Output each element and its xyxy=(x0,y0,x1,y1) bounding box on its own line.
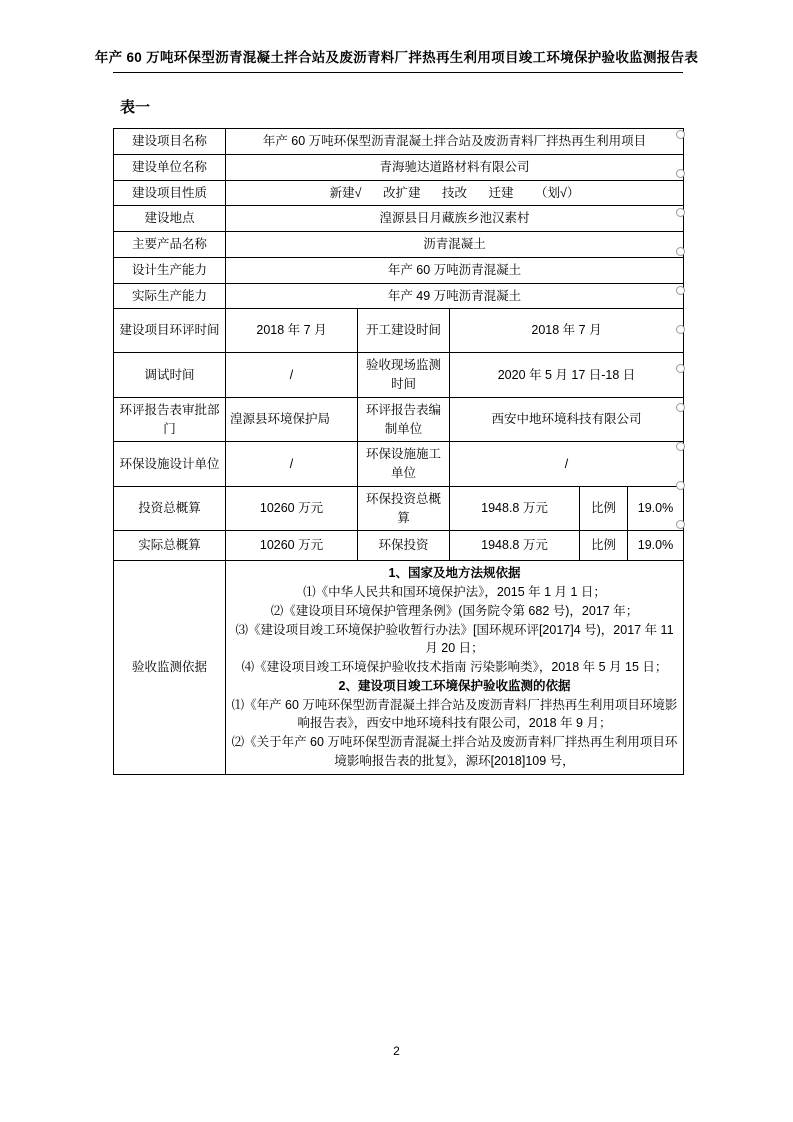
nature-option-move: 迁建 xyxy=(488,185,514,200)
unit-name-label: 建设单位名称 xyxy=(114,154,226,180)
nature-option-new: 新建√ xyxy=(329,185,362,200)
binder-hole xyxy=(676,169,685,178)
monitor-time-label: 验收现场监测时间 xyxy=(358,353,450,398)
table-row xyxy=(114,442,684,487)
basis-item: ⑴《年产 60 万吨环保型沥青混凝土拌合站及废沥青料厂拌热再生利用项目环境影响报告表》，西安中地环境科技有限公司，2018 年 9 月； xyxy=(231,697,678,731)
binder-hole xyxy=(676,481,685,490)
binder-hole xyxy=(676,130,685,139)
table-row-basis xyxy=(114,561,684,774)
compile-unit-label: 环评报告表编制单位 xyxy=(358,397,450,442)
invest-total-label: 投资总概算 xyxy=(114,486,226,531)
binder-hole xyxy=(676,364,685,373)
basis-item: ⑴《中华人民共和国环境保护法》，2015 年 1 月 1 日； xyxy=(303,585,606,599)
actual-total-value: 10260 万元 xyxy=(226,531,358,561)
monitor-time-value: 2020 年 5 月 17 日-18 日 xyxy=(450,353,684,398)
table-row xyxy=(114,154,684,180)
basis-section1-title: 1、国家及地方法规依据 xyxy=(388,566,521,581)
binder-hole xyxy=(676,520,685,529)
compile-unit-value: 西安中地环境科技有限公司 xyxy=(450,397,684,442)
table-row xyxy=(114,283,684,309)
basis-item: ⑷《建设项目竣工环境保护验收技术指南 污染影响类》，2018 年 5 月 15 日； xyxy=(241,660,668,674)
design-capacity-value: 年产 60 万吨沥青混凝土 xyxy=(226,257,684,283)
basis-content xyxy=(226,561,684,774)
design-unit-value: / xyxy=(226,442,358,487)
project-name-value: 年产 60 万吨环保型沥青混凝土拌合站及废沥青料厂拌热再生利用项目 xyxy=(226,129,684,155)
basis-section2-title: 2、建设项目竣工环境保护验收监测的依据 xyxy=(338,678,571,693)
start-time-value: 2018 年 7 月 xyxy=(450,309,684,353)
unit-name-value: 青海驰达道路材料有限公司 xyxy=(226,154,684,180)
design-capacity-label: 设计生产能力 xyxy=(114,257,226,283)
header-divider xyxy=(113,72,683,73)
page-number: 2 xyxy=(393,1044,400,1058)
env-invest-total-label: 环保投资总概算 xyxy=(358,486,450,531)
binder-hole xyxy=(676,403,685,412)
start-time-label: 开工建设时间 xyxy=(358,309,450,353)
basis-item: ⑵《建设项目环境保护管理条例》(国务院令第 682 号)，2017 年； xyxy=(270,603,639,618)
actual-env-invest-label: 环保投资 xyxy=(358,531,450,561)
sheet-label: 表一 xyxy=(120,99,151,116)
env-invest-total-value: 1948.8 万元 xyxy=(450,486,580,531)
table-row xyxy=(114,180,684,206)
approve-dept-label: 环评报告表审批部门 xyxy=(114,397,226,442)
invest-total-value: 10260 万元 xyxy=(226,486,358,531)
table-row xyxy=(114,353,684,398)
ratio-label-2: 比例 xyxy=(580,531,628,561)
location-value: 湟源县日月藏族乡池汉素村 xyxy=(226,206,684,232)
debug-time-label: 调试时间 xyxy=(114,353,226,398)
table-row xyxy=(114,397,684,442)
binder-holes-decoration xyxy=(676,130,690,550)
ratio-value-1: 19.0% xyxy=(628,486,684,531)
product-label: 主要产品名称 xyxy=(114,232,226,258)
project-name-label: 建设项目名称 xyxy=(114,129,226,155)
binder-hole xyxy=(676,442,685,451)
table-row xyxy=(114,531,684,561)
basis-label: 验收监测依据 xyxy=(114,561,226,774)
page-header-title: 年产 60 万吨环保型沥青混凝土拌合站及废沥青料厂拌热再生利用项目竣工环境保护验收监测报告表 xyxy=(94,50,699,65)
actual-total-label: 实际总概算 xyxy=(114,531,226,561)
nature-mark-note: （划√） xyxy=(535,185,580,200)
binder-hole xyxy=(676,325,685,334)
binder-hole xyxy=(676,208,685,217)
project-nature-label: 建设项目性质 xyxy=(114,180,226,206)
table-row xyxy=(114,232,684,258)
design-unit-label: 环保设施设计单位 xyxy=(114,442,226,487)
debug-time-value: / xyxy=(226,353,358,398)
table-row xyxy=(114,257,684,283)
table-row xyxy=(114,206,684,232)
actual-capacity-label: 实际生产能力 xyxy=(114,283,226,309)
actual-capacity-value: 年产 49 万吨沥青混凝土 xyxy=(226,283,684,309)
table-row xyxy=(114,129,684,155)
table-row xyxy=(114,486,684,531)
table-row xyxy=(114,309,684,353)
approve-dept-value: 湟源县环境保护局 xyxy=(226,397,358,442)
construct-unit-label: 环保设施施工单位 xyxy=(358,442,450,487)
binder-hole xyxy=(676,247,685,256)
location-label: 建设地点 xyxy=(114,206,226,232)
ratio-value-2: 19.0% xyxy=(628,531,684,561)
project-info-table xyxy=(113,128,684,775)
basis-item: ⑶《建设项目竣工环境保护验收暂行办法》[国环规环评[2017]4 号)，2017 年 11 月 20 日； xyxy=(235,622,674,656)
eia-time-value: 2018 年 7 月 xyxy=(226,309,358,353)
ratio-label-1: 比例 xyxy=(580,486,628,531)
basis-item: ⑵《关于年产 60 万吨环保型沥青混凝土拌合站及废沥青料厂拌热再生利用项目环境影响报告表的批复》，源环[2018]109 号， xyxy=(231,735,678,768)
binder-hole xyxy=(676,286,685,295)
construct-unit-value: / xyxy=(450,442,684,487)
product-value: 沥青混凝土 xyxy=(226,232,684,258)
actual-env-invest-value: 1948.8 万元 xyxy=(450,531,580,561)
nature-option-expand: 改扩建 xyxy=(383,185,421,200)
project-nature-value xyxy=(226,180,684,206)
nature-option-tech: 技改 xyxy=(442,185,468,200)
eia-time-label: 建设项目环评时间 xyxy=(114,309,226,353)
